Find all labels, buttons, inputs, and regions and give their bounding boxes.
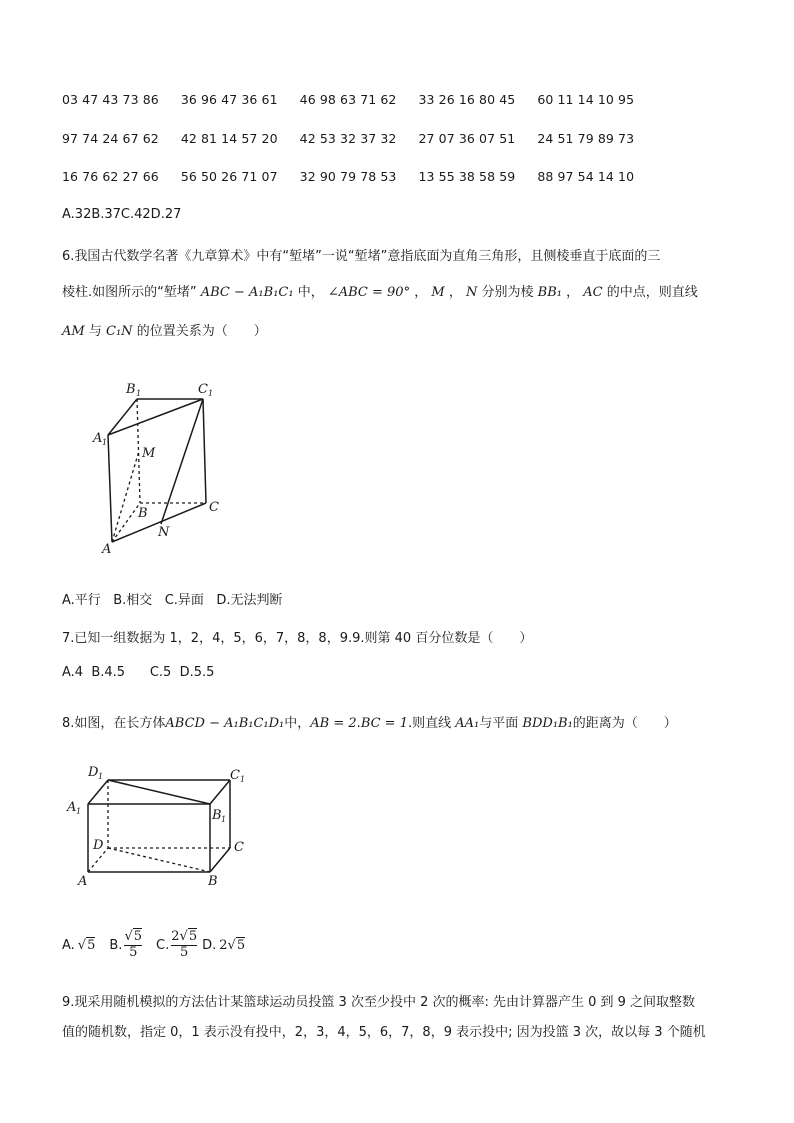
label-c1: C — [198, 382, 208, 397]
q8-text-part: 中， — [284, 716, 311, 731]
edge-a1-a — [108, 435, 112, 542]
segment-d1-b1 — [108, 780, 210, 804]
numerator-radicand: 5 — [133, 929, 143, 945]
edge-c1-c — [203, 399, 206, 503]
number-group: 27 07 36 07 51 — [418, 131, 516, 146]
q8-text-part: . — [356, 716, 361, 731]
q8-text-part: 的距离为（ ） — [572, 716, 677, 731]
edge-a1-d1 — [88, 780, 108, 804]
label-a1: A — [67, 800, 77, 815]
q8-text — [62, 712, 677, 731]
q6-edge-ac: AC — [583, 285, 603, 300]
q6-text: 中， — [297, 285, 324, 300]
label-b: B — [208, 874, 218, 889]
label-subscript: 1 — [240, 775, 246, 784]
label-subscript: 1 — [76, 807, 82, 816]
q7-text: 7.已知一组数据为 1，2，4，5，6，7，8，8，9.9.则第 40 百分位数是（ ） — [62, 631, 533, 646]
coefficient: 2 — [219, 937, 228, 953]
q8-option-c-value: $\frac{2√5}{5}$ — [171, 929, 198, 960]
label-d: D — [93, 838, 104, 853]
q9-line-1: 9.现采用随机模拟的方法估计某篮球运动员投篮 3 次至少投中 2 次的概率: 先由计算器产生 0 到 9 之间取整数 — [62, 995, 696, 1010]
edge-b-c — [210, 848, 230, 872]
number-group: 88 97 54 14 10 — [537, 169, 635, 184]
q6-line-c1n: C₁N — [106, 324, 133, 339]
q9-line-2: 值的随机数，指定 0，1 表示没有投中，2，3，4，5，6，7，8，9 表示投中; 因为投篮 3 次，故以每 3 个随机 — [62, 1025, 706, 1040]
q8-option-a-value: √5 — [77, 937, 96, 953]
denominator: 5 — [180, 944, 189, 960]
edge-b1-b — [137, 399, 140, 503]
radicand: 5 — [236, 937, 246, 953]
number-group: 97 74 24 67 62 — [62, 131, 159, 146]
q8-option-b-label: B. — [109, 937, 123, 953]
q6-point-m: M — [431, 285, 445, 300]
q8-line-aa1: AA₁ — [455, 716, 480, 731]
number-group: 46 98 63 71 62 — [299, 92, 397, 107]
denominator: 5 — [129, 944, 138, 960]
q8-text-part: .则直线 — [407, 716, 452, 731]
label-c: C — [209, 500, 219, 515]
label-d1: D — [88, 765, 99, 780]
q7-options: A.4 B.4.5 C.5 D.5.5 — [62, 665, 215, 680]
label-subscript: 1 — [98, 772, 104, 781]
label-a: A — [102, 542, 112, 555]
number-group: 42 53 32 37 32 — [299, 131, 397, 146]
q8-options — [62, 925, 245, 965]
numerator-radicand: 5 — [188, 929, 198, 945]
q6-prism-name: ABC − A₁B₁C₁ — [200, 285, 294, 300]
q8-box-name: ABCD − A₁B₁C₁D₁ — [165, 716, 285, 731]
label-subscript: 1 — [208, 389, 214, 398]
q6-line-am: AM — [62, 324, 85, 339]
q8-option-d-label: D. — [202, 937, 217, 953]
segment-d-b — [108, 848, 210, 872]
label-m: M — [142, 446, 156, 461]
segment-a-m — [112, 451, 139, 542]
q6-text: 与 — [88, 324, 102, 339]
q8-option-d-value: 2√5 — [219, 937, 246, 953]
q6-option-a: A.平行 — [62, 593, 101, 608]
q8-bc: BC = 1 — [360, 716, 408, 731]
random-number-row-2 — [62, 131, 656, 146]
random-number-row-1 — [62, 92, 656, 107]
label-c: C — [234, 840, 244, 855]
number-group: 56 50 26 71 07 — [180, 169, 278, 184]
segment-c1-n — [161, 399, 203, 524]
number-group: 60 11 14 10 95 — [537, 92, 635, 107]
label-c1: C — [230, 768, 240, 783]
label-a1: A — [93, 431, 103, 446]
number-group: 36 96 47 36 61 — [180, 92, 278, 107]
q8-box-figure — [60, 760, 260, 890]
numerator-coefficient: 2 — [171, 929, 180, 945]
q6-option-b: B.相交 — [113, 593, 153, 608]
q6-angle: ∠ABC = 90° — [327, 285, 411, 300]
label-b1: B — [212, 808, 222, 823]
q8-plane: BDD₁B₁ — [522, 716, 573, 731]
q8-text-part: 与平面 — [479, 716, 519, 731]
q6-text: ， — [448, 285, 462, 300]
number-group: 42 81 14 57 20 — [180, 131, 278, 146]
q6-text: ， — [566, 285, 580, 300]
q8-ab: AB = 2 — [310, 716, 357, 731]
label-subscript: 1 — [136, 389, 142, 398]
number-group: 33 26 16 80 45 — [418, 92, 516, 107]
q6-text: 的位置关系为（ ） — [136, 324, 267, 339]
number-group: 24 51 79 89 73 — [537, 131, 635, 146]
q6-line-2 — [62, 281, 698, 300]
q8-option-b-value: $\frac{√5}{5}$ — [124, 929, 143, 960]
number-group: 13 55 38 58 59 — [418, 169, 516, 184]
q6-option-c: C.异面 — [164, 593, 204, 608]
label-b: B — [138, 506, 148, 521]
edge-b1-c1 — [210, 780, 230, 804]
q8-option-a-label: A. — [62, 937, 75, 953]
q8-option-c-label: C. — [156, 937, 170, 953]
q6-edge-bb1: BB₁ — [537, 285, 562, 300]
q6-line-3 — [62, 320, 267, 339]
label-subscript: 1 — [221, 815, 227, 824]
q6-line-1: 6.我国古代数学名著《九章算术》中有“堑堵”一说“堑堵”意指底面为直角三角形，且侧棱垂直于底面的三 — [62, 249, 661, 264]
q6-text: ， — [414, 285, 428, 300]
random-number-row-3 — [62, 169, 656, 184]
label-b1: B — [126, 382, 136, 397]
q6-prism-figure — [85, 375, 235, 555]
q6-options — [62, 589, 282, 608]
number-group: 16 76 62 27 66 — [62, 169, 159, 184]
q6-text: 分别为棱 — [481, 285, 534, 300]
number-group: 32 90 79 78 53 — [299, 169, 397, 184]
q6-point-n: N — [466, 285, 478, 300]
q8-text-part: 8.如图，在长方体 — [62, 716, 166, 731]
label-a: A — [78, 874, 88, 889]
label-subscript: 1 — [102, 438, 108, 447]
q6-text: 的中点，则直线 — [606, 285, 698, 300]
q6-option-d: D.无法判断 — [216, 593, 283, 608]
label-n: N — [158, 525, 170, 540]
radicand: 5 — [87, 937, 96, 953]
q5-options: A.32B.37C.42D.27 — [62, 207, 182, 222]
q6-text: 棱柱.如图所示的“堑堵” — [62, 285, 197, 300]
number-group: 03 47 43 73 86 — [62, 92, 159, 107]
